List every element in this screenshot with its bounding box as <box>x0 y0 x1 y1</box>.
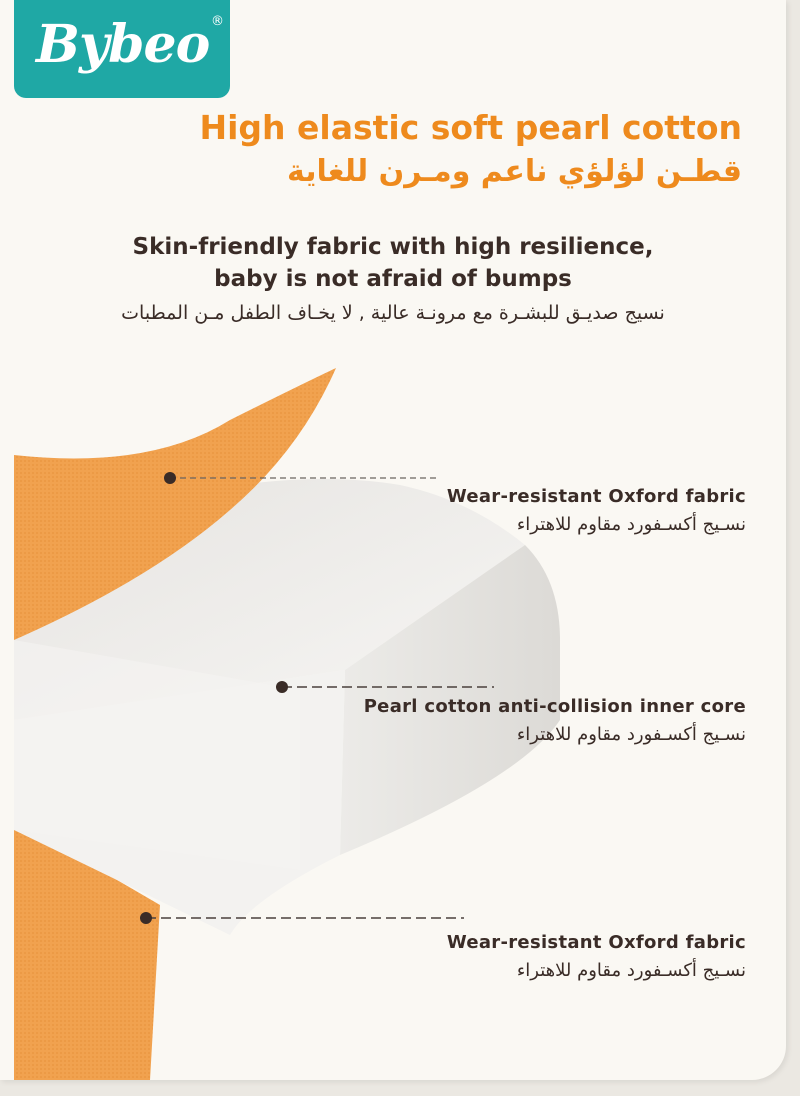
layer-label-bottom-ar: نسـيج أكسـفورد مقاوم للاهتراء <box>516 960 746 981</box>
title-arabic: قطـن لؤلؤي ناعم ومـرن للغاية <box>287 154 742 189</box>
layer-label-top-en: Wear-resistant Oxford fabric <box>446 486 746 507</box>
layer-label-top-ar: نسـيج أكسـفورد مقاوم للاهتراء <box>516 514 746 535</box>
logo-text: Bybeo <box>36 14 210 75</box>
subtitle-arabic: نسيج صديـق للبشـرة مع مرونـة عالية , لا يخـاف الطفل مـن المطبات <box>121 302 665 324</box>
callout-dot-bottom <box>140 912 152 924</box>
callout-dot-top <box>164 472 176 484</box>
subtitle-line-1: Skin-friendly fabric with high resilience, <box>132 234 654 260</box>
title-english: High elastic soft pearl cotton <box>199 108 742 147</box>
layer-label-middle-en: Pearl cotton anti-collision inner core <box>363 696 746 717</box>
callout-dot-middle <box>276 681 288 693</box>
subtitle-line-2: baby is not afraid of bumps <box>214 266 572 292</box>
layer-label-middle-ar: نسـيج أكسـفورد مقاوم للاهتراء <box>516 724 746 745</box>
registered-mark: ® <box>211 14 224 29</box>
layer-label-bottom-en: Wear-resistant Oxford fabric <box>446 932 746 953</box>
